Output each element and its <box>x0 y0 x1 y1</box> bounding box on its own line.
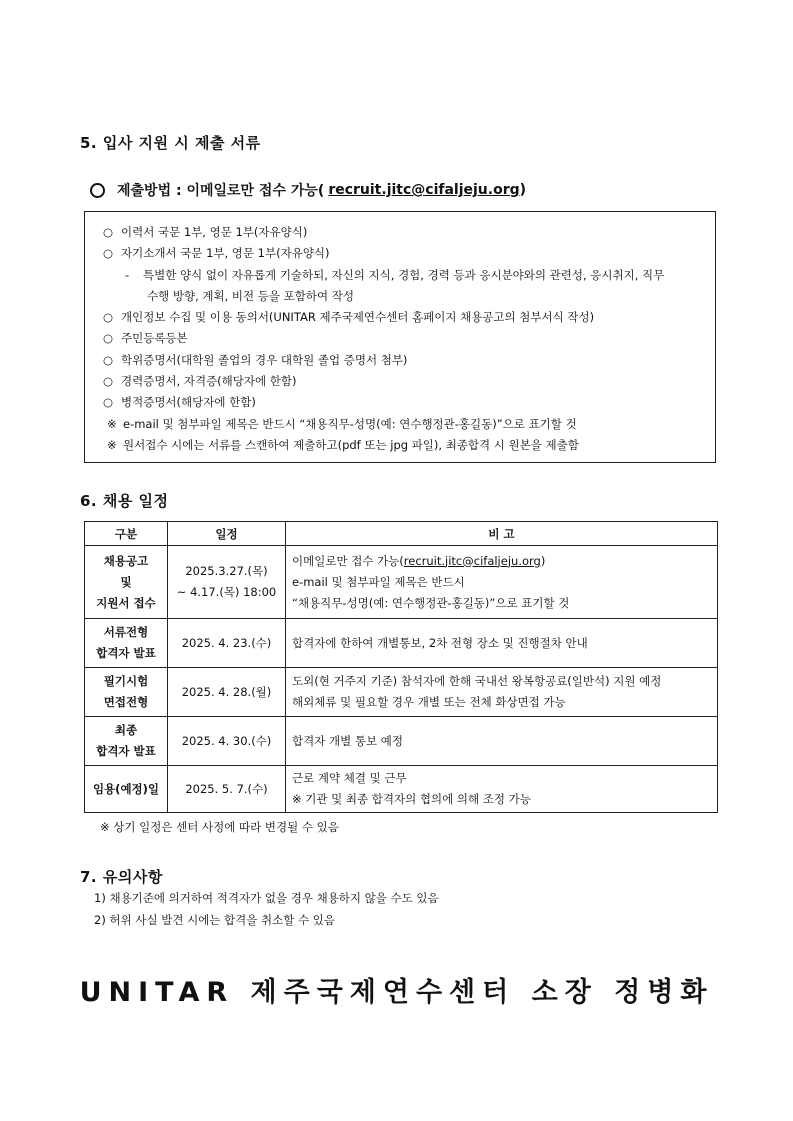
schedule-note: ※ 상기 일정은 센터 사정에 따라 변경될 수 있음 <box>100 820 339 834</box>
schedule-cell: 2025. 4. 28.(월) <box>168 668 286 717</box>
section-6-title: 6. 채용 일정 <box>80 492 169 510</box>
document-item: ○ 자기소개서 국문 1부, 영문 1부(자유양식) <box>103 243 707 264</box>
schedule-cell: 2025. 4. 30.(수) <box>168 717 286 766</box>
document-sub-item: - 특별한 양식 없이 자유롭게 기술하되, 자신의 지식, 경험, 경력 등과 응시분야와의 관련성, 응시취지, 직무 <box>103 265 707 286</box>
remarks-email-link[interactable]: recruit.jitc@cifaljeju.org <box>403 553 541 568</box>
note-mark: ※ <box>107 416 117 431</box>
schedule-row-exam-interview <box>85 668 718 717</box>
notice-item: 1) 채용기준에 의거하여 적격자가 없을 경우 채용하지 않을 수도 있음 <box>94 891 439 905</box>
document-note: ※ e-mail 및 첨부파일 제목은 반드시 “채용직무-성명(예: 연수행정관-홍길동)”으로 표기할 것 <box>103 414 707 435</box>
schedule-row-document-screening <box>85 619 718 668</box>
circle-bullet: ○ <box>103 225 114 239</box>
circle-bullet: ○ <box>103 374 114 389</box>
document-item: ○ 주민등록등본 <box>103 328 707 349</box>
schedule-row-appointment <box>85 766 718 813</box>
header-category: 구분 <box>85 522 168 546</box>
category-cell: 채용공고 및 지원서 접수 <box>85 546 168 619</box>
circle-bullet: ○ <box>103 395 114 410</box>
circle-bullet: ○ <box>103 310 114 325</box>
notice-item: 2) 허위 사실 발견 시에는 합격을 취소할 수 있음 <box>94 913 336 927</box>
circle-bullet-icon <box>90 183 105 198</box>
category-cell: 서류전형 합격자 발표 <box>85 619 168 668</box>
signature-line: UNITAR 제주국제연수센터 소장 정병화 <box>79 977 714 1008</box>
category-cell: 최종 합격자 발표 <box>85 717 168 766</box>
schedule-cell: 2025.3.27.(목) ~ 4.17.(목) 18:00 <box>168 546 286 619</box>
section-5-title: 5. 입사 지원 시 제출 서류 <box>80 134 261 152</box>
document-item: ○ 개인정보 수집 및 이용 동의서(UNITAR 제주국제연수센터 홈페이지 채용공고의 첨부서식 작성) <box>103 307 707 328</box>
section-7-title: 7. 유의사항 <box>80 868 163 886</box>
circle-bullet: ○ <box>103 246 114 261</box>
header-remarks: 비 고 <box>286 522 718 546</box>
submission-email-link[interactable]: recruit.jitc@cifaljeju.org <box>328 182 520 198</box>
document-note: ※ 원서접수 시에는 서류를 스캔하여 제출하고(pdf 또는 jpg 파일), 최종합격 시 원본을 제출함 <box>103 435 707 456</box>
document-item: ○ 경력증명서, 자격증(해당자에 한함) <box>103 371 707 392</box>
submission-method-close: ) <box>519 182 527 198</box>
remarks-cell: 근로 계약 체결 및 근무 ※ 기관 및 최종 합격자의 협의에 의해 조정 가능 <box>286 766 718 813</box>
category-cell: 임용(예정)일 <box>85 766 168 813</box>
remarks-cell: 도외(현 거주지 기준) 참석자에 한해 국내선 왕복항공료(일반석) 지원 예정 해외체류 및 필요할 경우 개별 또는 전체 화상면접 가능 <box>286 668 718 717</box>
required-documents-box <box>84 211 716 463</box>
header-schedule: 일정 <box>168 522 286 546</box>
schedule-table <box>84 521 718 813</box>
circle-bullet: ○ <box>103 331 114 346</box>
schedule-cell: 2025. 5. 7.(수) <box>168 766 286 813</box>
dash-bullet: - <box>125 267 130 282</box>
schedule-row-final-result <box>85 717 718 766</box>
category-cell: 필기시험 면접전형 <box>85 668 168 717</box>
remarks-cell: 이메일로만 접수 가능(recruit.jitc@cifaljeju.org) e-mail 및 첨부파일 제목은 반드시 “채용직무-성명(예: 연수행정관-홍길동)”으로 표기할 것 <box>286 546 718 619</box>
document-item: ○ 학위증명서(대학원 졸업의 경우 대학원 졸업 증명서 첨부) <box>103 350 707 371</box>
submission-method <box>90 180 526 200</box>
remarks-cell: 합격자에 한하여 개별통보, 2차 전형 장소 및 진행절차 안내 <box>286 619 718 668</box>
note-mark: ※ <box>107 437 117 452</box>
schedule-header-row <box>85 522 718 546</box>
circle-bullet: ○ <box>103 352 114 367</box>
document-item: ○ 이력서 국문 1부, 영문 1부(자유양식) <box>103 222 707 243</box>
schedule-cell: 2025. 4. 23.(수) <box>168 619 286 668</box>
document-sub-item-continued: 수행 방향, 계획, 비전 등을 포함하여 작성 <box>147 288 354 303</box>
submission-method-label: 제출방법 : 이메일로만 접수 가능( <box>117 183 325 199</box>
schedule-row-application <box>85 546 718 619</box>
remarks-cell: 합격자 개별 통보 예정 <box>286 717 718 766</box>
document-item: ○ 병적증명서(해당자에 한함) <box>103 392 707 413</box>
